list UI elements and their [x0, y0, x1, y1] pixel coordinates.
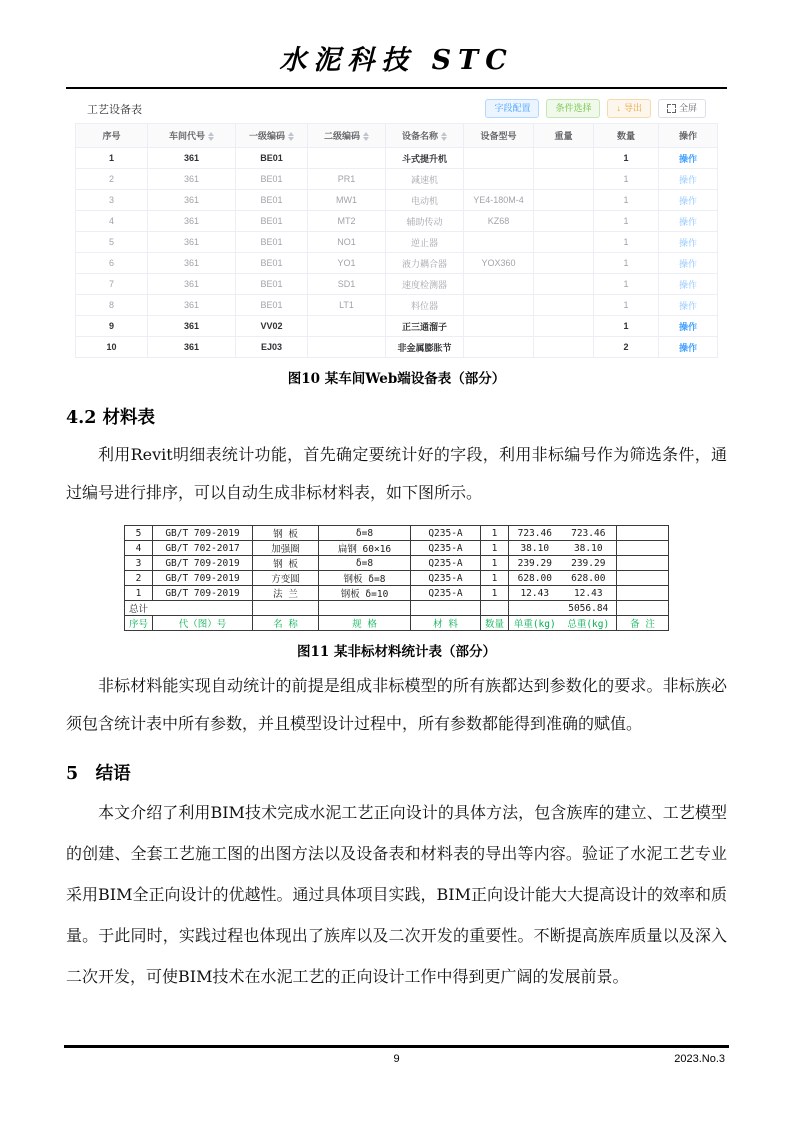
after-figure11-paragraph: 非标材料能实现自动统计的前提是组成非标模型的所有族都达到参数化的要求。非标族必须包含统计表中所有参数，并且模型设计过程中，所有参数都能得到准确的赋值。	[66, 676, 727, 733]
column-header-label: 数量	[616, 131, 635, 141]
cell-weight	[534, 337, 594, 358]
cell-code1: VV02	[236, 316, 308, 337]
panel-title: 工艺设备表	[87, 103, 142, 116]
cell-name: 非金属膨胀节	[386, 337, 464, 358]
cell-action	[659, 148, 718, 169]
table-row	[76, 169, 718, 190]
cell-qty: 1	[594, 316, 659, 337]
row-action-link[interactable]: 操作	[678, 321, 697, 332]
column-header	[308, 124, 386, 148]
export-button[interactable]	[607, 99, 651, 118]
field-config-button[interactable]	[485, 99, 539, 118]
cell-no: 6	[76, 253, 148, 274]
mat-cell-material: Q235-A	[411, 586, 481, 601]
column-header	[76, 124, 148, 148]
cell-action	[659, 337, 718, 358]
cell-code2: YO1	[308, 253, 386, 274]
mat-header-code: 代（图）号	[153, 616, 253, 631]
mat-cell-code: GB/T 702-2017	[153, 541, 253, 556]
field-config-label: 字段配置	[494, 103, 531, 113]
cell-code1: BE01	[236, 148, 308, 169]
row-action-link[interactable]: 操作	[678, 195, 697, 206]
cell-code1: BE01	[236, 211, 308, 232]
cell-weight	[534, 316, 594, 337]
sort-icon[interactable]	[208, 132, 214, 141]
cell-model	[464, 295, 534, 316]
column-header	[659, 124, 718, 148]
mat-cell-total-weight: 239.29	[561, 556, 617, 571]
material-row	[124, 586, 668, 601]
cell-workshop: 361	[148, 232, 236, 253]
mat-total-empty-note	[617, 601, 669, 616]
mat-header-spec: 规 格	[319, 616, 411, 631]
header-rule	[66, 87, 727, 89]
mat-cell-spec: δ=8	[319, 556, 411, 571]
mat-cell-no: 4	[124, 541, 152, 556]
column-header-label: 一级编码	[248, 131, 285, 141]
condition-select-button[interactable]	[546, 99, 600, 118]
cell-no: 9	[76, 316, 148, 337]
column-header-label: 设备名称	[401, 131, 438, 141]
equipment-table-header	[76, 124, 718, 148]
mat-cell-material: Q235-A	[411, 526, 481, 541]
column-header	[386, 124, 464, 148]
cell-name: 减速机	[386, 169, 464, 190]
cell-qty: 1	[594, 232, 659, 253]
cell-code2: SD1	[308, 274, 386, 295]
cell-workshop: 361	[148, 190, 236, 211]
cell-name: 正三通溜子	[386, 316, 464, 337]
mat-header-no: 序号	[124, 616, 152, 631]
cell-weight	[534, 211, 594, 232]
cell-code2: PR1	[308, 169, 386, 190]
cell-name: 液力耦合器	[386, 253, 464, 274]
mat-header-total-weight: 总重(kg)	[561, 616, 617, 631]
cell-code2	[308, 148, 386, 169]
cell-model: YE4-180M-4	[464, 190, 534, 211]
sort-icon[interactable]	[441, 132, 447, 141]
cell-code2: MW1	[308, 190, 386, 211]
cell-no: 4	[76, 211, 148, 232]
mat-cell-unit-weight: 723.46	[509, 526, 561, 541]
mat-total-label: 总计	[124, 601, 252, 616]
cell-action	[659, 295, 718, 316]
mat-total-weight-value: 5056.84	[561, 601, 617, 616]
table-row	[76, 190, 718, 211]
column-header	[594, 124, 659, 148]
material-table-body	[124, 526, 668, 601]
mat-header-unit-weight: 单重(kg)	[509, 616, 561, 631]
cell-qty: 1	[594, 295, 659, 316]
cell-qty: 1	[594, 190, 659, 211]
mat-cell-name: 钢 板	[253, 556, 319, 571]
cell-weight	[534, 274, 594, 295]
mat-cell-no: 1	[124, 586, 152, 601]
row-action-link[interactable]: 操作	[678, 216, 697, 227]
cell-name: 电动机	[386, 190, 464, 211]
cell-name: 斗式提升机	[386, 148, 464, 169]
section-4-2-heading: 4.2 材料表	[66, 408, 156, 428]
mat-cell-material: Q235-A	[411, 571, 481, 586]
mat-header-note: 备 注	[617, 616, 669, 631]
cell-workshop: 361	[148, 316, 236, 337]
column-header	[534, 124, 594, 148]
cell-code2: LT1	[308, 295, 386, 316]
cell-code1: BE01	[236, 169, 308, 190]
mat-cell-qty: 1	[481, 556, 509, 571]
mat-cell-unit-weight: 12.43	[509, 586, 561, 601]
fullscreen-label: 全屏	[678, 103, 697, 113]
cell-qty: 2	[594, 337, 659, 358]
mat-cell-name: 方变圆	[253, 571, 319, 586]
cell-no: 3	[76, 190, 148, 211]
mat-header-material: 材 料	[411, 616, 481, 631]
cell-action	[659, 274, 718, 295]
cell-model: KZ68	[464, 211, 534, 232]
cell-code1: BE01	[236, 295, 308, 316]
mat-cell-no: 3	[124, 556, 152, 571]
cell-action	[659, 253, 718, 274]
mat-cell-note	[617, 541, 669, 556]
mat-cell-code: GB/T 709-2019	[153, 586, 253, 601]
journal-title: 水泥科技 STC	[279, 45, 514, 76]
mat-cell-unit-weight: 38.10	[509, 541, 561, 556]
cell-no: 10	[76, 337, 148, 358]
fullscreen-icon	[667, 104, 676, 113]
mat-total-empty-unit	[509, 601, 561, 616]
column-header-label: 设备型号	[480, 131, 517, 141]
cell-name: 辅助传动	[386, 211, 464, 232]
page-number: 9	[393, 1053, 400, 1065]
cell-weight	[534, 148, 594, 169]
column-header	[236, 124, 308, 148]
cell-action	[659, 232, 718, 253]
cell-no: 5	[76, 232, 148, 253]
cell-no: 1	[76, 148, 148, 169]
cell-model	[464, 169, 534, 190]
material-row	[124, 571, 668, 586]
column-header-label: 重量	[554, 131, 573, 141]
cell-qty: 1	[594, 274, 659, 295]
mat-cell-material: Q235-A	[411, 541, 481, 556]
cell-model: YOX360	[464, 253, 534, 274]
cell-model	[464, 232, 534, 253]
row-action-link[interactable]: 操作	[678, 342, 697, 353]
mat-cell-note	[617, 556, 669, 571]
cell-qty: 1	[594, 148, 659, 169]
cell-code2: NO1	[308, 232, 386, 253]
cell-name: 料位器	[386, 295, 464, 316]
cell-model	[464, 337, 534, 358]
cell-code2	[308, 316, 386, 337]
mat-cell-total-weight: 38.10	[561, 541, 617, 556]
cell-workshop: 361	[148, 274, 236, 295]
mat-cell-name: 加强圈	[253, 541, 319, 556]
mat-cell-note	[617, 586, 669, 601]
table-row	[76, 211, 718, 232]
cell-model	[464, 148, 534, 169]
mat-cell-spec: 钢板 δ=10	[319, 586, 411, 601]
cell-code2: MT2	[308, 211, 386, 232]
cell-weight	[534, 253, 594, 274]
mat-cell-qty: 1	[481, 571, 509, 586]
cell-no: 2	[76, 169, 148, 190]
cell-action	[659, 190, 718, 211]
column-header	[148, 124, 236, 148]
material-total-row	[124, 601, 668, 616]
export-label: 导出	[623, 103, 642, 113]
mat-cell-unit-weight: 628.00	[509, 571, 561, 586]
mat-cell-note	[617, 526, 669, 541]
mat-cell-material: Q235-A	[411, 556, 481, 571]
cell-code1: BE01	[236, 190, 308, 211]
column-header-label: 操作	[678, 131, 697, 141]
section-5-heading: 5 结语	[66, 764, 131, 784]
table-row	[76, 316, 718, 337]
table-row	[76, 274, 718, 295]
mat-cell-code: GB/T 709-2019	[153, 526, 253, 541]
mat-cell-qty: 1	[481, 541, 509, 556]
mat-cell-total-weight: 723.46	[561, 526, 617, 541]
mat-cell-no: 2	[124, 571, 152, 586]
cell-model	[464, 274, 534, 295]
mat-cell-code: GB/T 709-2019	[153, 556, 253, 571]
row-action-link[interactable]: 操作	[678, 258, 697, 269]
equipment-table	[75, 123, 718, 358]
column-header	[464, 124, 534, 148]
mat-total-empty-spec	[319, 601, 411, 616]
mat-cell-spec: 扁钢 60×16	[319, 541, 411, 556]
material-row	[124, 526, 668, 541]
cell-weight	[534, 190, 594, 211]
mat-cell-no: 5	[124, 526, 152, 541]
cell-qty: 1	[594, 253, 659, 274]
section-5-paragraph: 本文介绍了利用BIM技术完成水泥工艺正向设计的具体方法，包含族库的建立、工艺模型的创建、全套工艺施工图的出图方法以及设备表和材料表的导出等内容。验证了水泥工艺专业采用BIM全正向设计的优越性。通过具体项目实践，BIM正向设计能大大提高设计的效率和质量。于此同时，实践过程也体现出了族库以及二次开发的重要性。不断提高族库质量以及深入二次开发，可使BIM技术在水泥工艺的正向设计工作中得到更广阔的发展前景。	[66, 803, 727, 986]
mat-total-empty-qty	[481, 601, 509, 616]
mat-cell-code: GB/T 709-2019	[153, 571, 253, 586]
section-4-2-paragraph: 利用Revit明细表统计功能，首先确定要统计好的字段，利用非标编号作为筛选条件，通过编号进行排序，可以自动生成非标材料表，如下图所示。	[66, 445, 727, 502]
equipment-panel-figure	[75, 93, 718, 358]
condition-select-label: 条件选择	[555, 103, 592, 113]
cell-workshop: 361	[148, 253, 236, 274]
cell-no: 8	[76, 295, 148, 316]
cell-weight	[534, 232, 594, 253]
table-row	[76, 295, 718, 316]
issue-label: 2023.No.3	[674, 1053, 725, 1065]
cell-no: 7	[76, 274, 148, 295]
cell-action	[659, 169, 718, 190]
mat-cell-total-weight: 12.43	[561, 586, 617, 601]
mat-cell-note	[617, 571, 669, 586]
column-header-label: 二级编码	[323, 131, 360, 141]
table-row	[76, 337, 718, 358]
mat-cell-qty: 1	[481, 526, 509, 541]
table-row	[76, 148, 718, 169]
cell-qty: 1	[594, 211, 659, 232]
mat-cell-name: 钢 板	[253, 526, 319, 541]
cell-action	[659, 211, 718, 232]
cell-weight	[534, 295, 594, 316]
mat-header-qty: 数量	[481, 616, 509, 631]
row-action-link[interactable]: 操作	[678, 237, 697, 248]
sort-icon[interactable]	[363, 132, 369, 141]
cell-action	[659, 316, 718, 337]
cell-code1: BE01	[236, 232, 308, 253]
mat-cell-total-weight: 628.00	[561, 571, 617, 586]
cell-workshop: 361	[148, 295, 236, 316]
panel-toolbar	[485, 99, 706, 118]
figure11-caption: 图11 某非标材料统计表（部分）	[297, 644, 496, 660]
table-row	[76, 253, 718, 274]
material-header-row	[124, 616, 668, 631]
cell-model	[464, 316, 534, 337]
footer-rule	[64, 1045, 729, 1048]
mat-total-empty-name	[253, 601, 319, 616]
cell-code1: BE01	[236, 253, 308, 274]
row-action-link[interactable]: 操作	[678, 153, 697, 164]
figure10-caption: 图10 某车间Web端设备表（部分）	[287, 371, 506, 387]
material-table-figure	[0, 525, 793, 631]
column-header-label: 序号	[102, 131, 121, 141]
sort-icon[interactable]	[288, 132, 294, 141]
cell-code1: EJ03	[236, 337, 308, 358]
cell-workshop: 361	[148, 211, 236, 232]
cell-code1: BE01	[236, 274, 308, 295]
material-row	[124, 541, 668, 556]
mat-cell-name: 法 兰	[253, 586, 319, 601]
row-action-link[interactable]: 操作	[678, 279, 697, 290]
cell-workshop: 361	[148, 169, 236, 190]
fullscreen-button[interactable]	[658, 99, 706, 118]
material-table	[124, 525, 669, 631]
cell-name: 速度检测器	[386, 274, 464, 295]
mat-header-name: 名 称	[253, 616, 319, 631]
cell-code2	[308, 337, 386, 358]
material-row	[124, 556, 668, 571]
cell-qty: 1	[594, 169, 659, 190]
row-action-link[interactable]: 操作	[678, 174, 697, 185]
cell-workshop: 361	[148, 148, 236, 169]
mat-total-empty-material	[411, 601, 481, 616]
download-icon: ↓	[616, 103, 621, 113]
equipment-table-body	[76, 148, 718, 358]
mat-cell-spec: 钢板 δ=8	[319, 571, 411, 586]
cell-weight	[534, 169, 594, 190]
mat-cell-qty: 1	[481, 586, 509, 601]
mat-cell-spec: δ=8	[319, 526, 411, 541]
column-header-label: 车间代号	[168, 131, 205, 141]
row-action-link[interactable]: 操作	[678, 300, 697, 311]
cell-name: 逆止器	[386, 232, 464, 253]
table-row	[76, 232, 718, 253]
mat-cell-unit-weight: 239.29	[509, 556, 561, 571]
cell-workshop: 361	[148, 337, 236, 358]
panel-header	[75, 93, 718, 123]
